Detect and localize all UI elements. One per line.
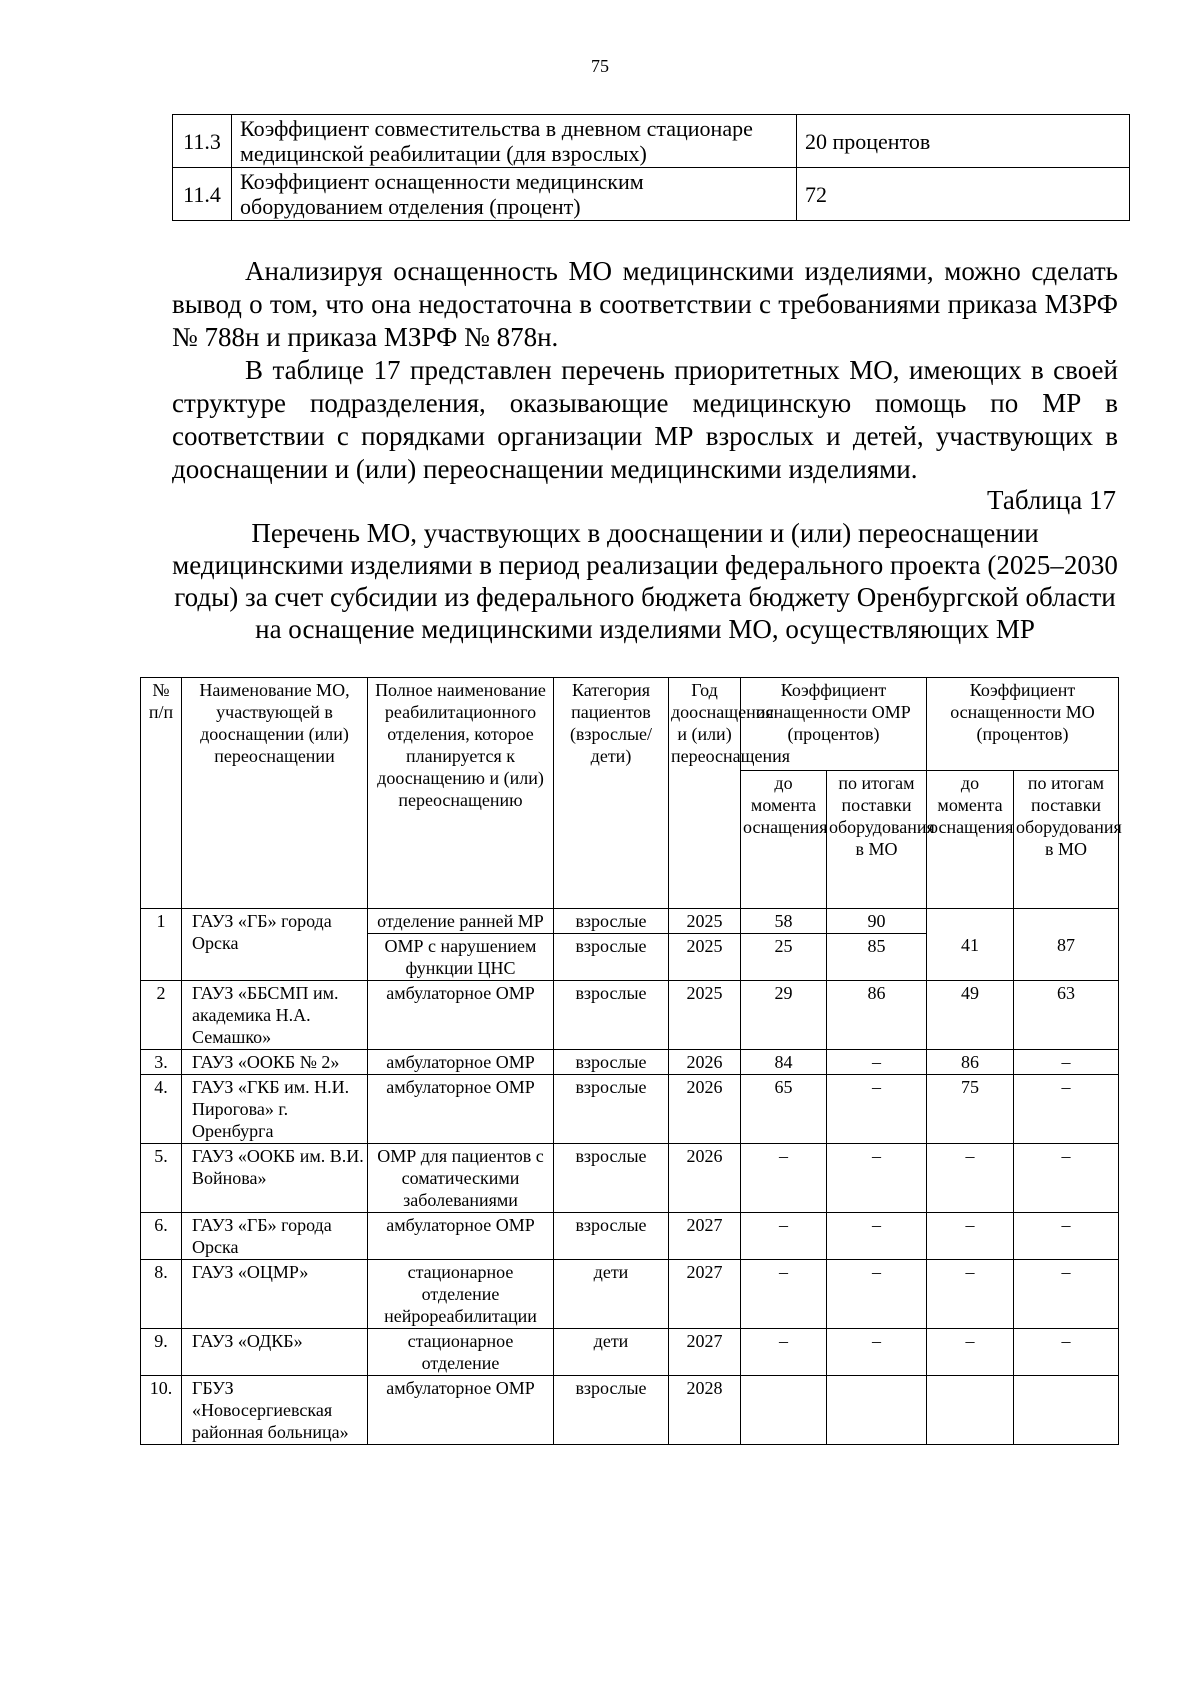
- cell-mo-before: –: [927, 1213, 1014, 1260]
- table-row: [141, 1260, 1119, 1329]
- cell-omr-before: 84: [741, 1050, 827, 1075]
- cell-category: дети: [554, 1329, 669, 1376]
- cell-unit: амбулаторное ОМР: [368, 1213, 554, 1260]
- cell-category: взрослые: [554, 1144, 669, 1213]
- cell-omr-before: –: [741, 1213, 827, 1260]
- equipment-table: [140, 677, 1122, 1445]
- header-omr-before: до момента оснащения: [741, 771, 827, 909]
- cell-omr-before: 65: [741, 1075, 827, 1144]
- cell-mo-name: ГАУЗ «ООКБ № 2»: [182, 1050, 368, 1075]
- table-row: [141, 909, 1119, 934]
- cell-omr-before: 58: [741, 909, 827, 934]
- cell-omr-before: 29: [741, 981, 827, 1050]
- table-row: [141, 1050, 1119, 1075]
- cell-category: дети: [554, 1260, 669, 1329]
- cell-unit: стационарное отделение нейрореабилитации: [368, 1260, 554, 1329]
- page-number: 75: [591, 56, 609, 76]
- cell-year: 2025: [669, 981, 741, 1050]
- cell-omr-after: [827, 1376, 927, 1445]
- cell-num: 6.: [141, 1213, 182, 1260]
- row-description: Коэффициент оснащенности медицинским оборудованием отделения (процент): [232, 168, 797, 221]
- cell-mo-after: –: [1014, 1144, 1119, 1213]
- cell-num: 8.: [141, 1260, 182, 1329]
- cell-mo-before: –: [927, 1329, 1014, 1376]
- table-row: [141, 1213, 1119, 1260]
- paragraph-intro: В таблице 17 представлен перечень приоритетных МО, имеющих в своей структуре подразделения, оказывающие медицинскую помощь по МР в соответствии с порядками организации МР взрослых и детей, участвующих в дооснащении и (или) переоснащении медицинскими изделиями.: [172, 355, 1118, 484]
- cell-mo-after: –: [1014, 1075, 1119, 1144]
- row-number: 11.4: [173, 168, 232, 221]
- cell-num: 10.: [141, 1376, 182, 1445]
- cell-mo-after: 87: [1014, 909, 1119, 981]
- cell-num: 2: [141, 981, 182, 1050]
- cell-mo-before: –: [927, 1260, 1014, 1329]
- cell-mo-before: 86: [927, 1050, 1014, 1075]
- cell-unit: амбулаторное ОМР: [368, 981, 554, 1050]
- cell-num: 5.: [141, 1144, 182, 1213]
- cell-category: взрослые: [554, 1050, 669, 1075]
- cell-omr-after: –: [827, 1144, 927, 1213]
- cell-mo-after: –: [1014, 1050, 1119, 1075]
- table-row: [173, 168, 1130, 221]
- cell-category: взрослые: [554, 1075, 669, 1144]
- cell-mo-after: 63: [1014, 981, 1119, 1050]
- header-category: Категория пациентов (взрослые/ дети): [554, 678, 669, 909]
- cell-unit: отделение ранней МР: [368, 909, 554, 934]
- cell-year: 2027: [669, 1329, 741, 1376]
- header-mo-after: по итогам поставки оборудования в МО: [1014, 771, 1119, 909]
- cell-omr-before: –: [741, 1329, 827, 1376]
- cell-omr-after: 90: [827, 909, 927, 934]
- header-mo-before: до момента оснащения: [927, 771, 1014, 909]
- cell-year: 2026: [669, 1144, 741, 1213]
- header-mo-name: Наименование МО, участвующей в дооснащении (или) переоснащении: [182, 678, 368, 909]
- cell-mo-name: ГАУЗ «ГБ» города Орска: [182, 909, 368, 981]
- header-omr-coefficient: Коэффициент оснащенности ОМР (процентов): [741, 678, 927, 771]
- header-mo-coefficient: Коэффициент оснащенности МО (процентов): [927, 678, 1119, 771]
- cell-year: 2026: [669, 1050, 741, 1075]
- cell-omr-after: –: [827, 1075, 927, 1144]
- cell-category: взрослые: [554, 909, 669, 934]
- row-description: Коэффициент совместительства в дневном стационаре медицинской реабилитации (для взрослых): [232, 115, 797, 168]
- cell-mo-before: –: [927, 1144, 1014, 1213]
- cell-category: взрослые: [554, 1213, 669, 1260]
- cell-unit: амбулаторное ОМР: [368, 1075, 554, 1144]
- table-row: [141, 1376, 1119, 1445]
- cell-num: 1: [141, 909, 182, 981]
- row-value: 72: [797, 168, 1130, 221]
- cell-mo-before: 75: [927, 1075, 1014, 1144]
- cell-mo-after: –: [1014, 1213, 1119, 1260]
- cell-unit: стационарное отделение: [368, 1329, 554, 1376]
- header-num: № п/п: [141, 678, 182, 909]
- cell-year: 2025: [669, 909, 741, 934]
- cell-num: 3.: [141, 1050, 182, 1075]
- cell-mo-before: 49: [927, 981, 1014, 1050]
- cell-category: взрослые: [554, 934, 669, 981]
- cell-year: 2026: [669, 1075, 741, 1144]
- table-title: Перечень МО, участвующих в дооснащении и (или) переоснащении медицинскими изделиями в период реализации федерального проекта (2025–2030 годы) за счет субсидии из федерального бюджета бюджету Оренбургской области на оснащение медицинскими изделиями МО, осуществляющих МР: [172, 518, 1118, 644]
- cell-mo-name: ГАУЗ «ООКБ им. В.И. Войнова»: [182, 1144, 368, 1213]
- cell-mo-name: ГАУЗ «ББСМП им. академика Н.А. Семашко»: [182, 981, 368, 1050]
- continuation-table: [172, 114, 1130, 221]
- header-row: [141, 678, 1119, 771]
- cell-omr-after: –: [827, 1329, 927, 1376]
- cell-mo-name: ГАУЗ «ОЦМР»: [182, 1260, 368, 1329]
- cell-omr-before: [741, 1376, 827, 1445]
- cell-mo-name: ГБУЗ «Новосергиевская районная больница»: [182, 1376, 368, 1445]
- table-row: [141, 1075, 1119, 1144]
- cell-mo-after: –: [1014, 1260, 1119, 1329]
- cell-omr-before: –: [741, 1260, 827, 1329]
- cell-unit: амбулаторное ОМР: [368, 1050, 554, 1075]
- cell-omr-after: –: [827, 1213, 927, 1260]
- cell-mo-name: ГАУЗ «ОДКБ»: [182, 1329, 368, 1376]
- cell-num: 4.: [141, 1075, 182, 1144]
- table-row: [141, 1329, 1119, 1376]
- row-number: 11.3: [173, 115, 232, 168]
- cell-num: 9.: [141, 1329, 182, 1376]
- cell-omr-after: –: [827, 1050, 927, 1075]
- table-row: [173, 115, 1130, 168]
- header-omr-after: по итогам поставки оборудования в МО: [827, 771, 927, 909]
- row-value: 20 процентов: [797, 115, 1130, 168]
- cell-mo-before: [927, 1376, 1014, 1445]
- cell-omr-before: 25: [741, 934, 827, 981]
- header-unit: Полное наименование реабилитационного отделения, которое планируется к дооснащению и (или) переоснащению: [368, 678, 554, 909]
- cell-year: 2027: [669, 1213, 741, 1260]
- table-label: Таблица 17: [987, 485, 1116, 515]
- table-row: [141, 981, 1119, 1050]
- cell-unit: амбулаторное ОМР: [368, 1376, 554, 1445]
- cell-category: взрослые: [554, 981, 669, 1050]
- cell-mo-name: ГАУЗ «ГБ» города Орска: [182, 1213, 368, 1260]
- cell-omr-after: 86: [827, 981, 927, 1050]
- cell-category: взрослые: [554, 1376, 669, 1445]
- cell-omr-after: –: [827, 1260, 927, 1329]
- cell-mo-name: ГАУЗ «ГКБ им. Н.И. Пирогова» г. Оренбурга: [182, 1075, 368, 1144]
- header-year: Год дооснащения и (или) переоснащения: [669, 678, 741, 909]
- cell-mo-after: [1014, 1376, 1119, 1445]
- cell-unit: ОМР для пациентов с соматическими заболеваниями: [368, 1144, 554, 1213]
- cell-mo-before: 41: [927, 909, 1014, 981]
- table-row: [141, 1144, 1119, 1213]
- cell-mo-after: –: [1014, 1329, 1119, 1376]
- paragraph-analysis: Анализируя оснащенность МО медицинскими изделиями, можно сделать вывод о том, что она недостаточна в соответствии с требованиями приказа МЗРФ № 788н и приказа МЗРФ № 878н.: [172, 256, 1118, 352]
- cell-unit: ОМР с нарушением функции ЦНС: [368, 934, 554, 981]
- cell-year: 2025: [669, 934, 741, 981]
- cell-year: 2027: [669, 1260, 741, 1329]
- cell-omr-after: 85: [827, 934, 927, 981]
- cell-year: 2028: [669, 1376, 741, 1445]
- cell-omr-before: –: [741, 1144, 827, 1213]
